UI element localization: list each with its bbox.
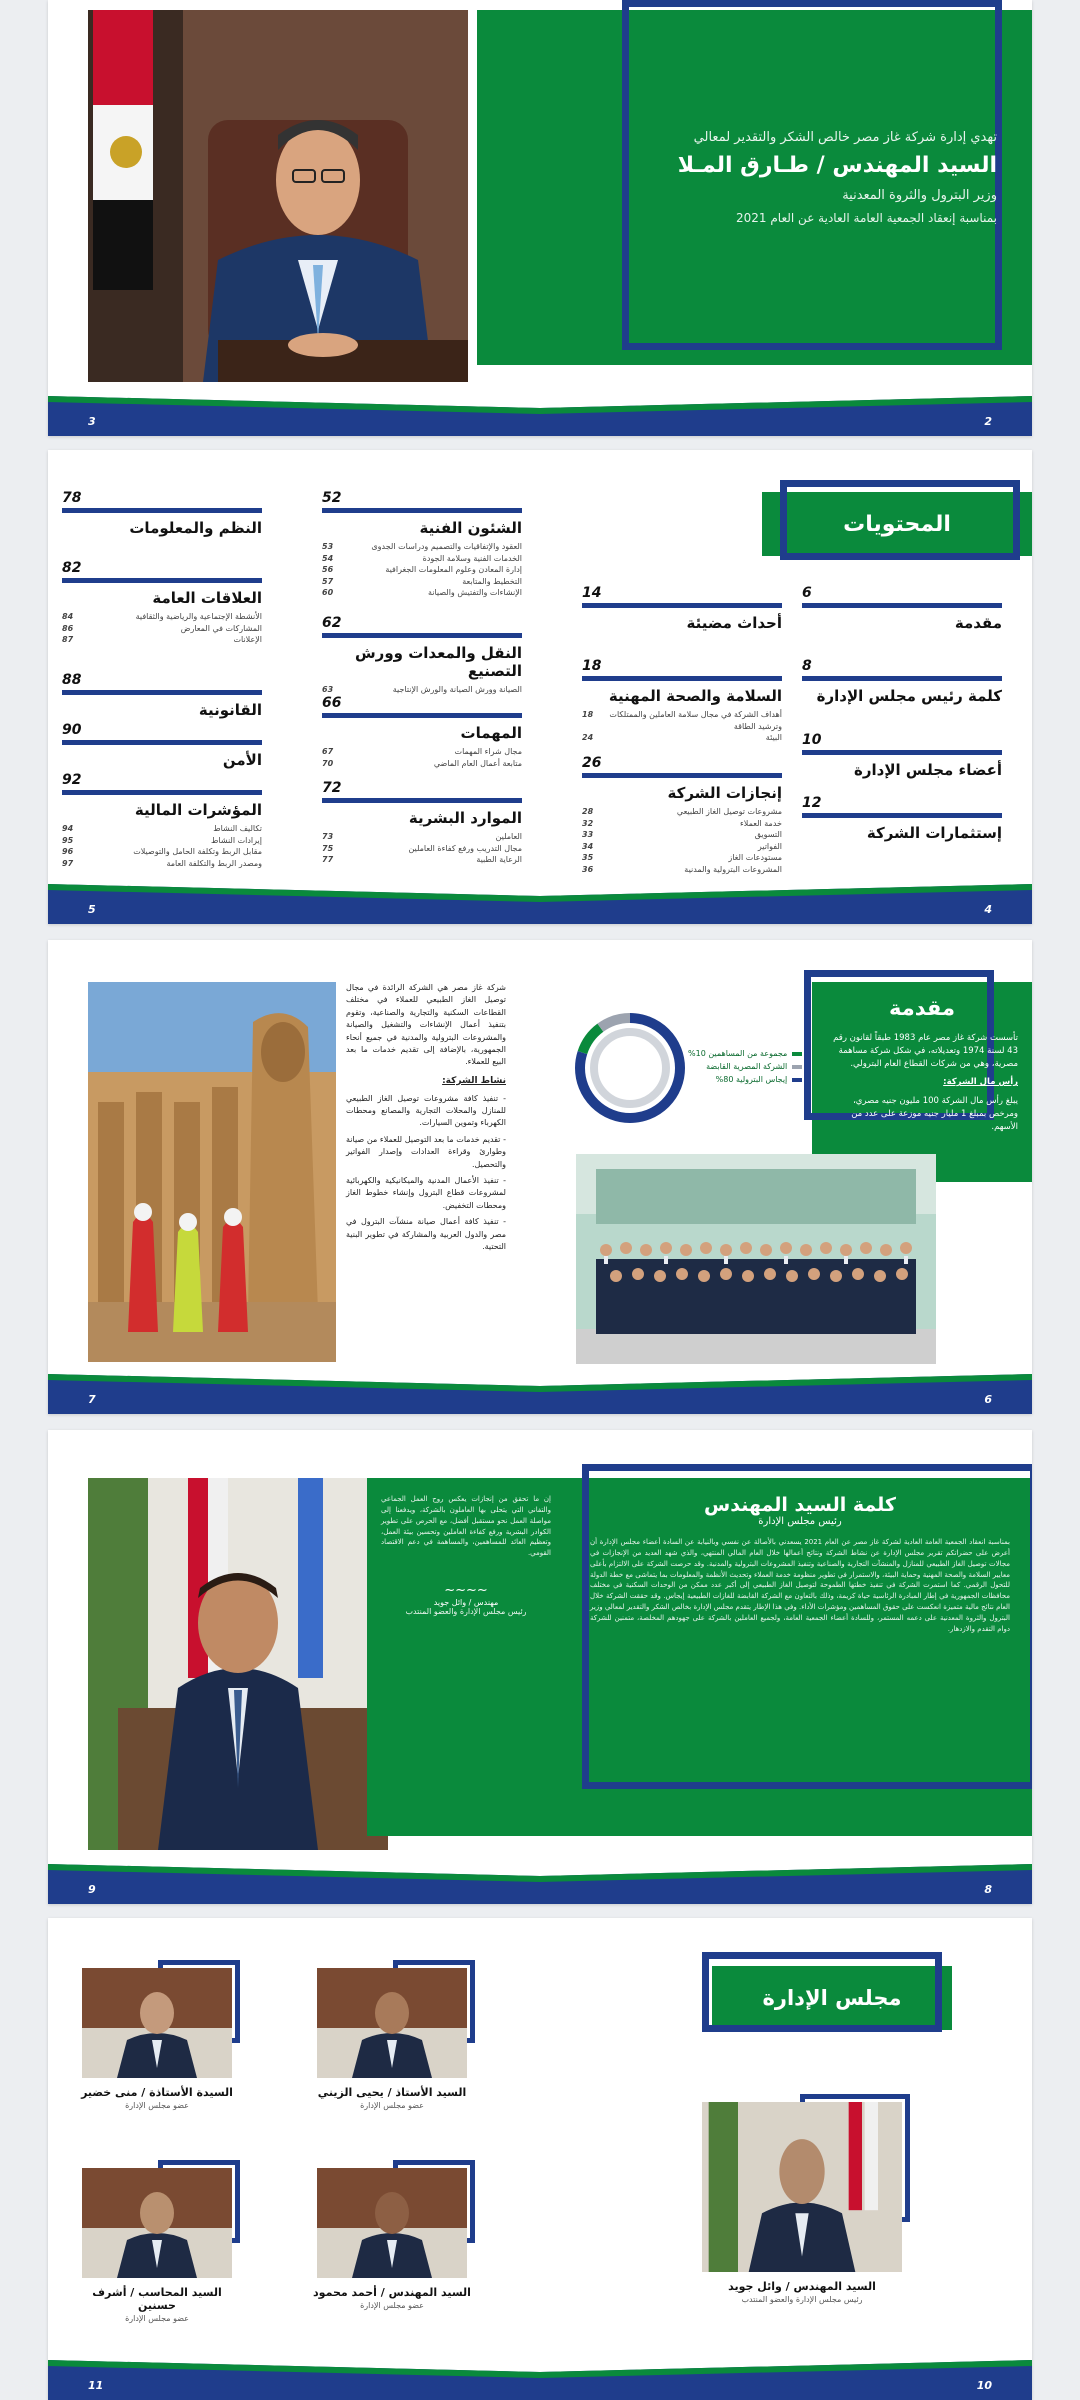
toc-page-number: 10 (802, 732, 822, 748)
toc-page-number: 82 (62, 560, 82, 576)
toc-item[interactable] (322, 695, 522, 769)
toc-title: إستثمارات الشركة (866, 824, 1002, 842)
toc-divider (322, 798, 522, 803)
intro-panel (812, 982, 1032, 1182)
toc-subitem: مشروعات توصيل الغاز الطبيعي 28 (582, 807, 782, 816)
toc-subitem: الفواتير 34 (582, 841, 782, 851)
toc-divider (802, 750, 1002, 755)
signer-name: مهندس / وائل جويد (433, 1598, 499, 1608)
toc-page-number: 88 (62, 672, 82, 688)
legend-entry: مجموعة من المساهمين 10% (688, 1048, 802, 1061)
luxor-temple-photo (88, 982, 336, 1362)
page-number-left: 5 (88, 903, 96, 916)
board-member-name: السيد الأستاذ / يحيى الزيني (317, 2086, 467, 2099)
page-number-left: 3 (88, 415, 96, 428)
spread-introduction (48, 940, 1032, 1414)
overview-text: شركة غاز مصر هي الشركة الرائدة في مجال توصيل الغاز الطبيعي للعملاء في مختلف القطاعات السكنية والتجارية والصناعية، وتقوم بتنفيذ أعمال الإنشاءات والتشغيل والصيانة والمشروعات البترولية والمدنية في جميع أنحاء الجمهورية، بالإضافة إلى تقديم خدمات ما بعد البيع للعملاء. (346, 983, 506, 1067)
page-footer (48, 396, 1032, 436)
toc-subitem: مجال شراء المهمات 67 (322, 747, 522, 756)
toc-subitem: المشاركات في المعارض 86 (62, 623, 262, 633)
toc-subitems (322, 541, 522, 599)
toc-title: الشئون الفنية (419, 519, 522, 537)
toc-divider (62, 578, 262, 583)
toc-page-number: 8 (802, 658, 812, 674)
chairman-photo (88, 1478, 388, 1850)
toc-item[interactable] (802, 732, 1002, 779)
toc-subitem: مقابل الربط وتكلفة الحامل والتوصيلات 96 (62, 847, 262, 857)
toc-page-number: 14 (582, 585, 602, 601)
toc-subitem: العقود والإتفاقيات والتصميم ودراسات الجدوى 53 (322, 542, 522, 551)
legend-swatch (792, 1065, 802, 1069)
spread-board-members (48, 1918, 1032, 2400)
page-footer (48, 1374, 1032, 1414)
occasion-line: بمناسبة إنعقاد الجمعية العامة العادية عن العام 2021 (736, 211, 997, 225)
toc-divider (582, 603, 782, 608)
owners-heading: رأس مال الشركة: (943, 1077, 1018, 1088)
toc-subitem: إيرادات النشاط 95 (62, 835, 262, 845)
toc-item[interactable] (322, 490, 522, 599)
toc-page-number: 6 (802, 585, 812, 601)
toc-subitem: التخطيط والمتابعة 57 (322, 576, 522, 586)
toc-title: مقدمة (954, 614, 1002, 632)
board-member-photo (317, 1968, 467, 2078)
page-number-left: 9 (88, 1883, 96, 1896)
spread-contents (48, 450, 1032, 924)
toc-subitems (582, 709, 782, 744)
chairman-word-panel (367, 1478, 1032, 1836)
toc-subitem: تكاليف النشاط 94 (62, 824, 262, 833)
page-footer (48, 884, 1032, 924)
toc-divider (802, 603, 1002, 608)
board-member-name: السيدة الأستاذة / منى خضير (81, 2086, 233, 2099)
board-member-photo (317, 2168, 467, 2278)
toc-title: المؤشرات المالية (134, 801, 262, 819)
toc-page-number: 72 (322, 780, 342, 796)
intro-paragraph-1: تأسست شركة غاز مصر عام 1983 طبقاً لقانون رقم 43 لسنة 1974 وتعديلاته، في شكل شركة مساهمة مصرية، وهي من شركات القطاع العام البترولي. (833, 1033, 1018, 1069)
board-member-card (72, 1968, 242, 2110)
board-member-photo (82, 2168, 232, 2278)
toc-subitem: إدارة المعادن وعلوم المعلومات الجغرافية 56 (322, 565, 522, 575)
toc-item[interactable] (62, 722, 262, 769)
toc-divider (322, 508, 522, 513)
board-title-box (712, 1966, 952, 2030)
page-number-right: 10 (976, 2379, 992, 2392)
word-subtitle: رئيس مجلس الإدارة (758, 1516, 842, 1527)
toc-subitem: ومصدر الربط والتكلفة العامة 97 (62, 858, 262, 868)
toc-item[interactable] (802, 658, 1002, 705)
company-overview-column (346, 982, 506, 1257)
toc-title: الأمن (222, 751, 262, 769)
toc-title: القانونية (198, 701, 262, 719)
activity-bullet: - تنفيذ الأعمال المدنية والميكانيكية والكهربائية لمشروعات قطاع البترول وإنشاء خطوط الغاز ومحطات التخفيض. (346, 1176, 506, 1210)
toc-title: العلاقات العامة (152, 589, 262, 607)
activity-bullet: - تقديم خدمات ما بعد التوصيل للعملاء من صيانة وطوارئ وقراءة العدادات وإصدار الفواتير والتحصيل. (346, 1134, 506, 1169)
toc-subitems (322, 746, 522, 769)
toc-subitem: خدمة العملاء 32 (582, 818, 782, 828)
toc-subitems (582, 806, 782, 876)
toc-item[interactable] (62, 672, 262, 719)
toc-title: الموارد البشرية (408, 809, 522, 827)
intro-title: مقدمة (889, 996, 955, 1020)
page-number-right: 2 (984, 415, 992, 428)
team-group-photo (576, 1154, 936, 1364)
board-member-photo (702, 2102, 902, 2272)
board-member-photo (82, 1968, 232, 2078)
toc-title: المهمات (460, 724, 522, 742)
toc-title: السلامة والصحة المهنية (608, 687, 782, 705)
toc-title: النقل والمعدات وورش التصنيع (354, 644, 522, 680)
contents-title: المحتويات (843, 511, 951, 537)
toc-item[interactable] (802, 795, 1002, 842)
toc-subitems (62, 611, 262, 646)
toc-title: أعضاء مجلس الإدارة (854, 761, 1002, 779)
board-title: مجلس الإدارة (762, 1986, 902, 2010)
activity-heading: نشاط الشركة: (442, 1075, 506, 1086)
toc-subitem: الإعلانات 87 (62, 635, 262, 645)
toc-divider (62, 740, 262, 745)
toc-subitem: البيئة 24 (582, 733, 782, 743)
toc-item[interactable] (582, 658, 782, 744)
toc-divider (322, 713, 522, 718)
toc-subitems (322, 684, 522, 696)
ownership-donut-chart (570, 1008, 690, 1128)
dedication-panel (477, 10, 1032, 365)
board-member-role: عضو مجلس الإدارة (125, 2101, 189, 2110)
page-number-right: 6 (984, 1393, 992, 1406)
signer-role: رئيس مجلس الإدارة والعضو المنتدب (405, 1607, 527, 1617)
word-body: بمناسبة انعقاد الجمعية العامة العادية لشركة غاز مصر عن العام 2021 يسعدني بالأصالة عن نفسي وبالنيابة عن السادة أعضاء مجلس الإدارة أن أعرض على حضراتكم تقرير مجلس الإدارة عن نشاط الشركة ونتائج أعمالها خلال العام المالي المنتهي، والذي شهد العديد من الإنجازات في مجالات توصيل الغاز الطبيعي للمنازل والمنشآت التجارية والصناعية وتنفيذ المشروعات البترولية والمدنية. وقد حرصت الشركة على الالتزام بأعلى معايير السلامة والصحة المهنية وحماية البيئة، والاستمرار في تطوير منظومة خدمة العملاء وتحديث الأنظمة والمعلومات بما يتماشى مع خطة الدولة للتحول الرقمي. كما استمرت الشركة في تنفيذ خطتها الطموحة لتوصيل الغاز الطبيعي إلى أكبر عدد ممكن من الوحدات السكنية في مختلف محافظات الجمهورية في إطار المبادرة الرئاسية حياة كريمة، وذلك بالتعاون مع الشركة القابضة للغازات الطبيعية إيجاس. وقد حققت الشركة خلال العام نتائج مالية متميزة انعكست على حقوق المساهمين ومؤشرات الأداء. وفي هذا الإطار يتقدم مجلس الإدارة بخالص الشكر والتقدير لمعالي وزير البترول والثروة المعدنية على دعمه المستمر، وللسادة أعضاء الجمعية العامة، ولجميع العاملين بالشركة على جهودهم المخلصة، متمنين للشركة دوام التقدم والازدهار. (590, 1538, 1010, 1633)
toc-item[interactable] (322, 615, 522, 696)
contents-title-box (762, 492, 1032, 556)
board-member-role: عضو مجلس الإدارة (360, 2101, 424, 2110)
toc-page-number: 92 (62, 772, 82, 788)
page-number-left: 7 (88, 1393, 96, 1406)
spread-dedication (48, 0, 1032, 436)
activity-bullet: - تنفيذ كافة مشروعات توصيل الغاز الطبيعي للمنازل والمحلات التجارية والمصانع ومحطات الكهرباء وتموين السيارات. (346, 1093, 506, 1128)
board-member-name: السيد المهندس / وائل جويد (728, 2280, 876, 2293)
toc-page-number: 66 (322, 695, 342, 711)
toc-page-number: 78 (62, 490, 82, 506)
legend-swatch (792, 1052, 802, 1056)
toc-page-number: 26 (582, 755, 602, 771)
dedication-line: تهدي إدارة شركة غاز مصر خالص الشكر والتقدير لمعالي (693, 130, 997, 145)
toc-subitem: العاملين 73 (322, 832, 522, 841)
minister-title: وزير البترول والثروة المعدنية (842, 188, 997, 203)
page-number-left: 11 (88, 2379, 104, 2392)
toc-subitem: الرعاية الطبية 77 (322, 855, 522, 865)
toc-divider (582, 676, 782, 681)
minister-name: السيد المهندس / طـارق المـلا (677, 153, 997, 178)
toc-subitem: مجال التدريب ورفع كفاءة العاملين 75 (322, 843, 522, 853)
toc-divider (802, 676, 1002, 681)
activity-bullet: - تنفيذ كافة أعمال صيانة منشآت البترول في مصر والدول العربية والمشاركة في تطوير البنية التحتية. (346, 1217, 506, 1251)
toc-subitem: الأنشطة الإجتماعية والرياضية والثقافية 84 (62, 612, 262, 621)
toc-title: إنجازات الشركة (667, 784, 782, 802)
toc-subitem: مستودعات الغاز 35 (582, 853, 782, 863)
toc-divider (62, 690, 262, 695)
toc-subitem: أهداف الشركة في مجال سلامة العاملين والممتلكات وترشيد الطاقة 18 (582, 710, 782, 731)
toc-item[interactable] (582, 585, 782, 632)
toc-item[interactable] (62, 560, 262, 646)
board-member-role: رئيس مجلس الإدارة والعضو المنتدب (741, 2295, 863, 2304)
toc-page-number: 62 (322, 615, 342, 631)
board-member-card (307, 1968, 477, 2110)
board-member-card (692, 2102, 912, 2304)
page-footer (48, 1864, 1032, 1904)
page-footer (48, 2360, 1032, 2400)
toc-item[interactable] (322, 780, 522, 866)
toc-title: النظم والمعلومات (129, 519, 262, 537)
toc-subitem: المشروعات البترولية والمدنية 36 (582, 864, 782, 874)
toc-page-number: 12 (802, 795, 822, 811)
toc-subitem: الإنشاءات والتفتيش والصيانة 60 (322, 588, 522, 598)
toc-subitem: الخدمات الفنية وسلامة الجودة 54 (322, 553, 522, 563)
toc-divider (322, 633, 522, 638)
board-member-role: عضو مجلس الإدارة (125, 2314, 189, 2323)
legend-swatch (792, 1078, 802, 1082)
activity-bullets (346, 1093, 506, 1254)
legend-entry: إيجاس البترولية 80% (688, 1074, 802, 1087)
toc-subitems (62, 823, 262, 869)
toc-item[interactable] (802, 585, 1002, 632)
toc-subitem: الصيانة وورش الصيانة والورش الإنتاجية 63 (322, 685, 522, 694)
toc-divider (802, 813, 1002, 818)
toc-subitem: متابعة أعمال العام الماضي 70 (322, 758, 522, 768)
toc-page-number: 18 (582, 658, 602, 674)
toc-item[interactable] (582, 755, 782, 876)
word-title: كلمة السيد المهندس (704, 1494, 896, 1516)
toc-page-number: 90 (62, 722, 82, 738)
page-number-right: 8 (984, 1883, 992, 1896)
toc-item[interactable] (62, 490, 262, 537)
board-member-role: عضو مجلس الإدارة (360, 2301, 424, 2310)
toc-item[interactable] (62, 772, 262, 869)
board-member-card (72, 2168, 242, 2323)
toc-page-number: 52 (322, 490, 342, 506)
toc-divider (582, 773, 782, 778)
word-body-continued: إن ما تحقق من إنجازات يعكس روح العمل الجماعي والتفاني التي يتحلى بها العاملون بالشركة، ويدفعنا إلى مواصلة العمل نحو مستقبل أفضل، مع الحرص على تطوير الكوادر البشرية ورفع كفاءة العاملين وتحسين بيئة العمل، وتعظيم العائد للمساهمين، والمساهمة في دعم الاقتصاد القومي. (381, 1495, 551, 1558)
intro-paragraph-2: يبلغ رأس مال الشركة 100 مليون جنيه مصري، ومرخص بمبلغ 1 مليار جنيه موزعة على عدد من الأسهم. (851, 1096, 1018, 1132)
spread-chairman-word (48, 1430, 1032, 1904)
board-member-name: السيد المحاسب / أشرف حسنين (92, 2286, 222, 2312)
chart-legend (688, 1048, 802, 1086)
board-member-name: السيد المهندس / أحمد محمود (313, 2286, 471, 2299)
toc-divider (62, 508, 262, 513)
legend-entry: الشركة المصرية القابضة (688, 1061, 802, 1074)
minister-photo (88, 10, 468, 382)
toc-title: كلمة رئيس مجلس الإدارة (816, 687, 1002, 705)
board-member-card (307, 2168, 477, 2310)
toc-subitem: التسويق 33 (582, 830, 782, 840)
toc-divider (62, 790, 262, 795)
signature-scribble: ~~~~ (444, 1583, 488, 1599)
page-number-right: 4 (984, 903, 992, 916)
toc-subitems (322, 831, 522, 866)
toc-title: أحداث مضيئة (686, 614, 782, 632)
